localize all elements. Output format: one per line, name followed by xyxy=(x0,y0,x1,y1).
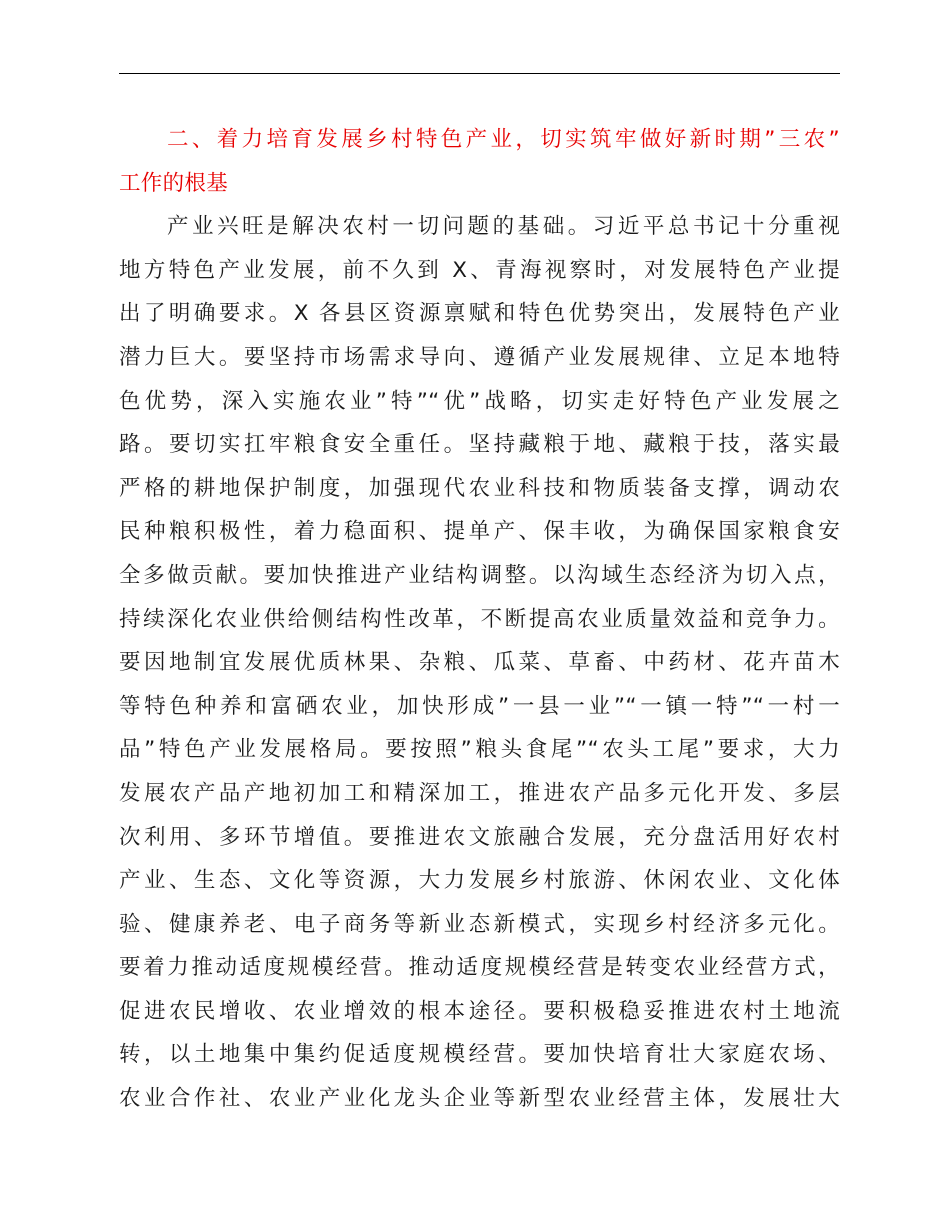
paragraph-line: 等特色种养和富硒农业，加快形成”一县一业”“一镇一特”“一村一 xyxy=(119,693,840,719)
paragraph-line: 验、健康养老、电子商务等新业态新模式，实现乡村经济多元化。 xyxy=(119,911,840,937)
paragraph-line: 产业、生态、文化等资源，大力发展乡村旅游、休闲农业、文化体 xyxy=(119,868,840,894)
paragraph-line: 严格的耕地保护制度，加强现代农业科技和物质装备支撑，调动农 xyxy=(119,475,840,501)
document-body xyxy=(119,118,840,1121)
paragraph-line: 促进农民增收、农业增效的根本途径。要积极稳妥推进农村土地流 xyxy=(119,998,840,1024)
paragraph-line: 产业兴旺是解决农村一切问题的基础。习近平总书记十分重视 xyxy=(167,214,840,240)
paragraph-line: 地方特色产业发展，前不久到 X、青海视察时，对发展特色产业提 xyxy=(119,257,840,283)
paragraph-line: 持续深化农业供给侧结构性改革，不断提高农业质量效益和竞争力。 xyxy=(119,606,840,632)
section-heading-line-2: 工作的根基 xyxy=(119,170,229,196)
paragraph-line: 品”特色产业发展格局。要按照”粮头食尾”“农头工尾”要求，大力 xyxy=(119,737,840,763)
paragraph-line: 农业合作社、农业产业化龙头企业等新型农业经营主体，发展壮大 xyxy=(119,1086,840,1112)
header-rule xyxy=(119,73,840,74)
paragraph-line: 色优势，深入实施农业”特”“优”战略，切实走好特色产业发展之 xyxy=(119,388,840,414)
paragraph-line: 要着力推动适度规模经营。推动适度规模经营是转变农业经营方式， xyxy=(119,955,840,981)
paragraph-line: 要因地制宜发展优质林果、杂粮、瓜菜、草畜、中药材、花卉苗木 xyxy=(119,650,840,676)
paragraph-line: 转，以土地集中集约促适度规模经营。要加快培育壮大家庭农场、 xyxy=(119,1042,840,1068)
section-heading-line-1: 二、着力培育发展乡村特色产业，切实筑牢做好新时期”三农” xyxy=(167,127,840,152)
paragraph-line: 出了明确要求。X 各县区资源禀赋和特色优势突出，发展特色产业 xyxy=(119,301,840,327)
paragraph-line: 路。要切实扛牢粮食安全重任。坚持藏粮于地、藏粮于技，落实最 xyxy=(119,432,840,458)
paragraph-line: 民种粮积极性，着力稳面积、提单产、保丰收，为确保国家粮食安 xyxy=(119,519,840,545)
paragraph-line: 次利用、多环节增值。要推进农文旅融合发展，充分盘活用好农村 xyxy=(119,824,840,850)
paragraph-line: 全多做贡献。要加快推进产业结构调整。以沟域生态经济为切入点， xyxy=(119,562,840,588)
paragraph-line: 发展农产品产地初加工和精深加工，推进农产品多元化开发、多层 xyxy=(119,780,840,806)
paragraph-line: 潜力巨大。要坚持市场需求导向、遵循产业发展规律、立足本地特 xyxy=(119,344,840,370)
